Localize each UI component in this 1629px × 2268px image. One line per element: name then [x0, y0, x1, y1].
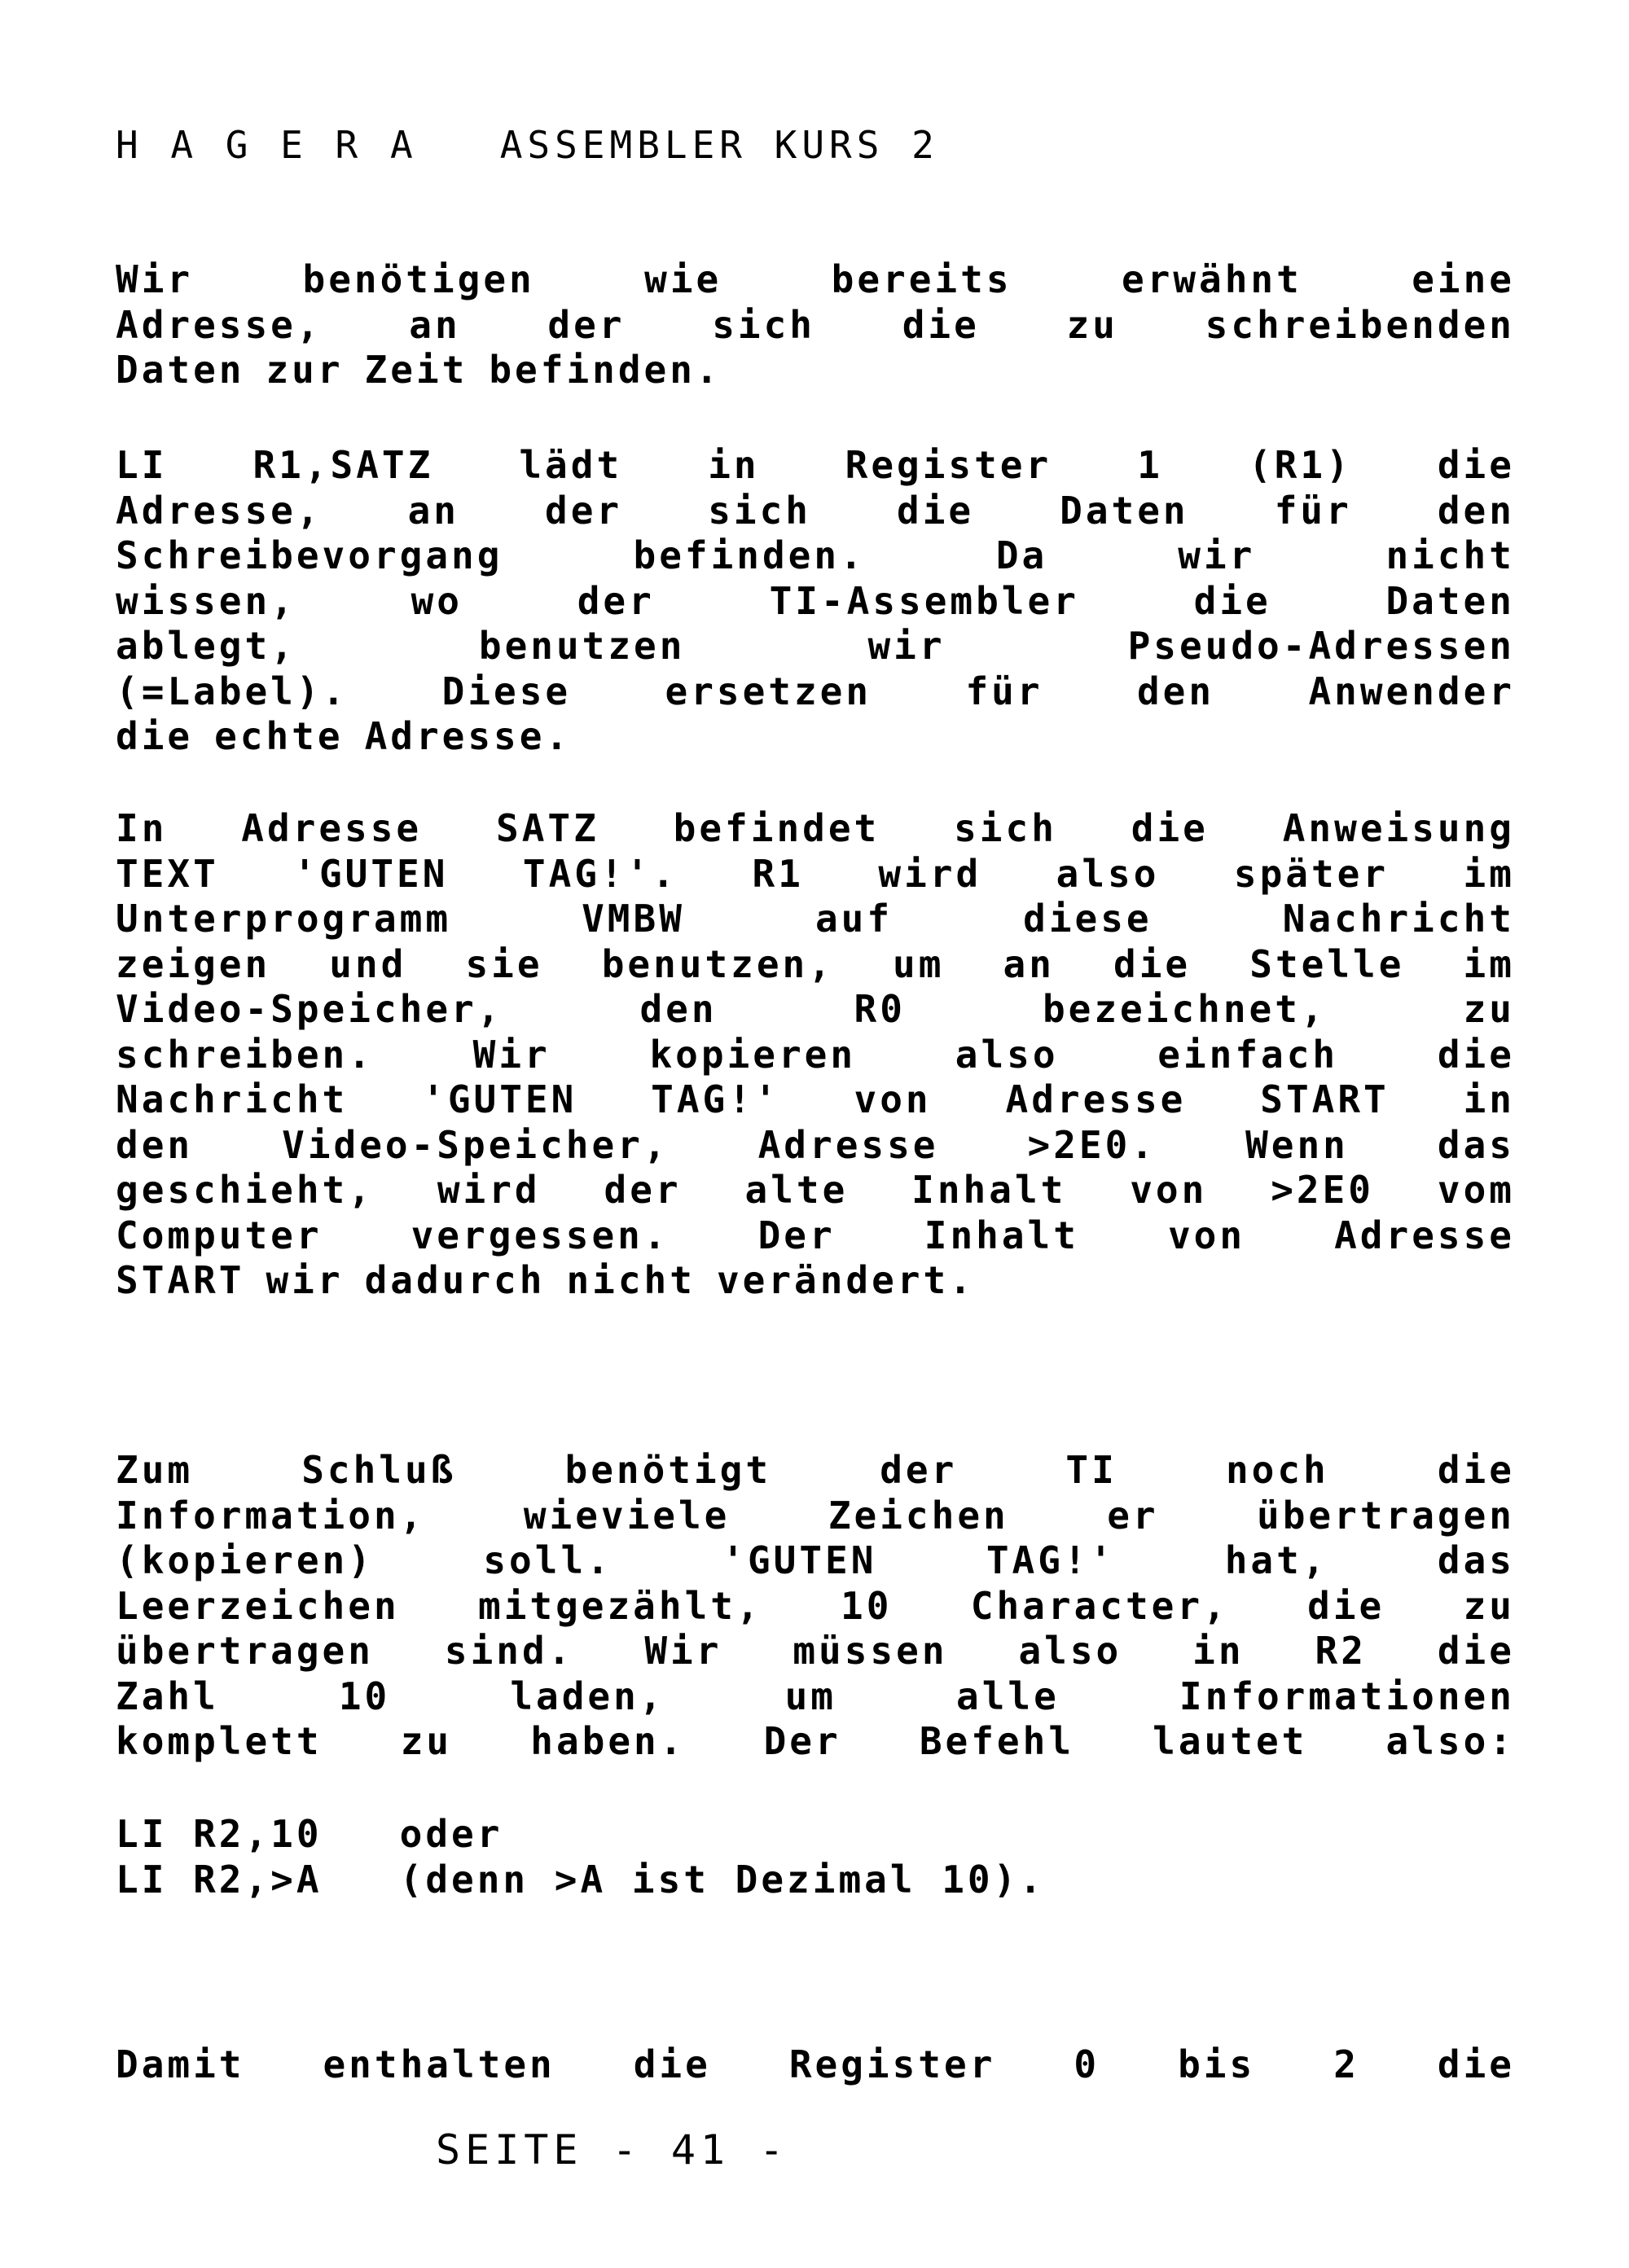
code-line: LI R2,10 oder — [116, 1812, 503, 1856]
paragraph-2 — [116, 443, 1515, 760]
text-line: Adresse, an der sich die Daten für den — [116, 488, 1515, 533]
text-line: Information, wieviele Zeichen er übertragen — [116, 1493, 1515, 1538]
text-line: schreiben. Wir kopieren also einfach die — [116, 1032, 1515, 1077]
text-line: zeigen und sie benutzen, um an die Stelle im — [116, 941, 1515, 986]
paragraph-3 — [116, 806, 1515, 1304]
text-line: Nachricht 'GUTEN TAG!' von Adresse START in — [116, 1077, 1515, 1121]
text-line: Damit enthalten die Register 0 bis 2 die — [116, 2042, 1515, 2086]
paragraph-1 — [116, 257, 1515, 393]
text-line: ablegt, benutzen wir Pseudo-Adressen — [116, 624, 1515, 668]
page-header: H A G E R A ASSEMBLER KURS 2 — [116, 123, 939, 167]
text-line: (=Label). Diese ersetzen für den Anwender — [116, 669, 1515, 713]
text-line: den Video-Speicher, Adresse >2E0. Wenn das — [116, 1122, 1515, 1167]
text-line: übertragen sind. Wir müssen also in R2 die — [116, 1629, 1515, 1673]
code-line: LI R2,>A (denn >A ist Dezimal 10). — [116, 1857, 1045, 1902]
text-line: (kopieren) soll. 'GUTEN TAG!' hat, das — [116, 1538, 1515, 1582]
text-line: Daten zur Zeit befinden. — [116, 348, 722, 392]
page-footer: SEITE - 41 - — [436, 2126, 789, 2174]
text-line: Zum Schluß benötigt der TI noch die — [116, 1448, 1515, 1492]
code-example — [116, 1812, 1515, 1902]
text-line: Unterprogramm VMBW auf diese Nachricht — [116, 897, 1515, 941]
text-line: In Adresse SATZ befindet sich die Anweisung — [116, 806, 1515, 850]
text-line: LI R1,SATZ lädt in Register 1 (R1) die — [116, 443, 1515, 487]
text-line: geschieht, wird der alte Inhalt von >2E0 vom — [116, 1168, 1515, 1212]
text-line: Video-Speicher, den R0 bezeichnet, zu — [116, 987, 1515, 1031]
text-line: Leerzeichen mitgezählt, 10 Character, die zu — [116, 1583, 1515, 1628]
text-line: Wir benötigen wie bereits erwähnt eine — [116, 257, 1515, 301]
paragraph-4 — [116, 1448, 1515, 1765]
text-line: wissen, wo der TI-Assembler die Daten — [116, 578, 1515, 623]
text-line: START wir dadurch nicht verändert. — [116, 1258, 975, 1302]
text-line: die echte Adresse. — [116, 714, 572, 758]
text-line: Computer vergessen. Der Inhalt von Adresse — [116, 1213, 1515, 1257]
text-line: komplett zu haben. Der Befehl lautet also: — [116, 1719, 1515, 1763]
paragraph-last — [116, 2042, 1515, 2088]
text-line: Adresse, an der sich die zu schreibenden — [116, 302, 1515, 347]
text-line: TEXT 'GUTEN TAG!'. R1 wird also später im — [116, 851, 1515, 896]
text-line: Schreibevorgang befinden. Da wir nicht — [116, 533, 1515, 577]
text-line: Zahl 10 laden, um alle Informationen — [116, 1674, 1515, 1718]
